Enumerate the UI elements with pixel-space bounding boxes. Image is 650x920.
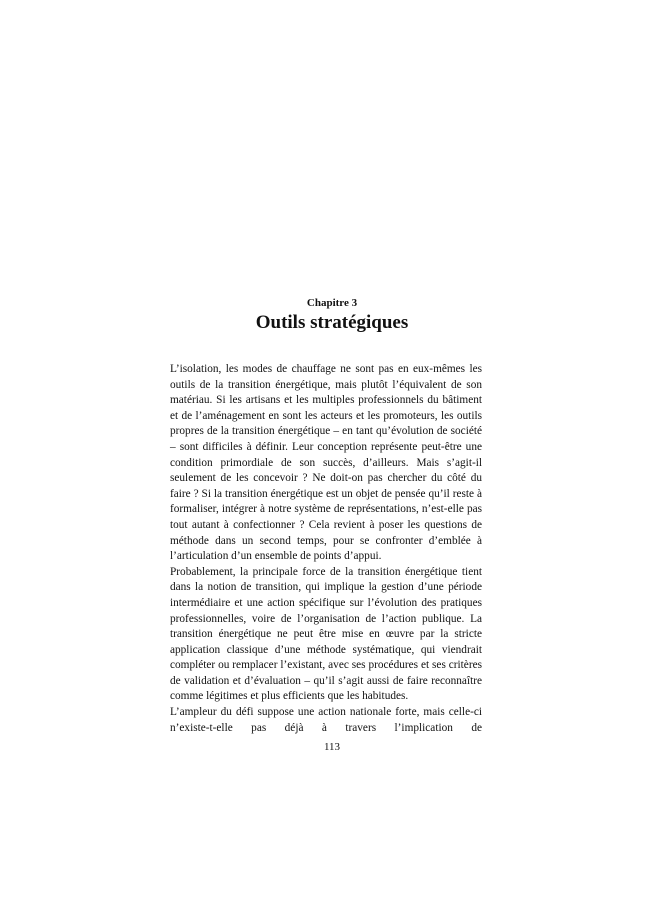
paragraph: L’ampleur du défi suppose une action nationale forte, mais celle-ci n’existe-t-elle pas déjà à travers l’implication de [170, 706, 482, 734]
page-number: 113 [323, 741, 341, 753]
chapter-title: Outils stratégiques [255, 312, 409, 333]
paragraph: Probablement, la principale force de la transition énergétique tient dans la notion de transition, qui implique la gestion d’une période intermédiaire et une action spécifique sur l’évolution des pratiques professionnelles, voire de l’organisation de l’action publique. La transition énergétique ne peut être mise en œuvre par la stricte application classique d’une méthode systématique, qui viendrait compléter ou remplacer l’existant, avec ses procédures et ses critères de validation et d’évaluation – qu’il s’agit aussi de faire reconnaître comme légitimes et plus efficients que les habitudes. [170, 565, 482, 703]
chapter-label: Chapitre 3 [306, 297, 358, 309]
body-text [170, 362, 482, 736]
paragraph: L’isolation, les modes de chauffage ne sont pas en eux-mêmes les outils de la transition énergétique, mais plutôt l’équivalent de son matériau. Si les artisans et les multiples professionnels du bâtiment et de l’aménagement en sont les acteurs et les promoteurs, les outils propres de la transition énergétique – en tant qu’évolution de société – sont difficiles à définir. Leur conception représente peut-être une condition primordiale de son succès, d’ailleurs. Mais s’agit-il seulement de les concevoir ? Ne doit-on pas chercher du côté du faire ? Si la transition énergétique est un objet de pensée qu’il reste à formaliser, intégrer à notre système de représentations, n’est-elle pas tout autant à confectionner ? Cela revient à poser les questions de méthode dans un second temps, pour se confronter d’emblée à l’articulation d’un ensemble de points d’appui. [170, 363, 482, 563]
